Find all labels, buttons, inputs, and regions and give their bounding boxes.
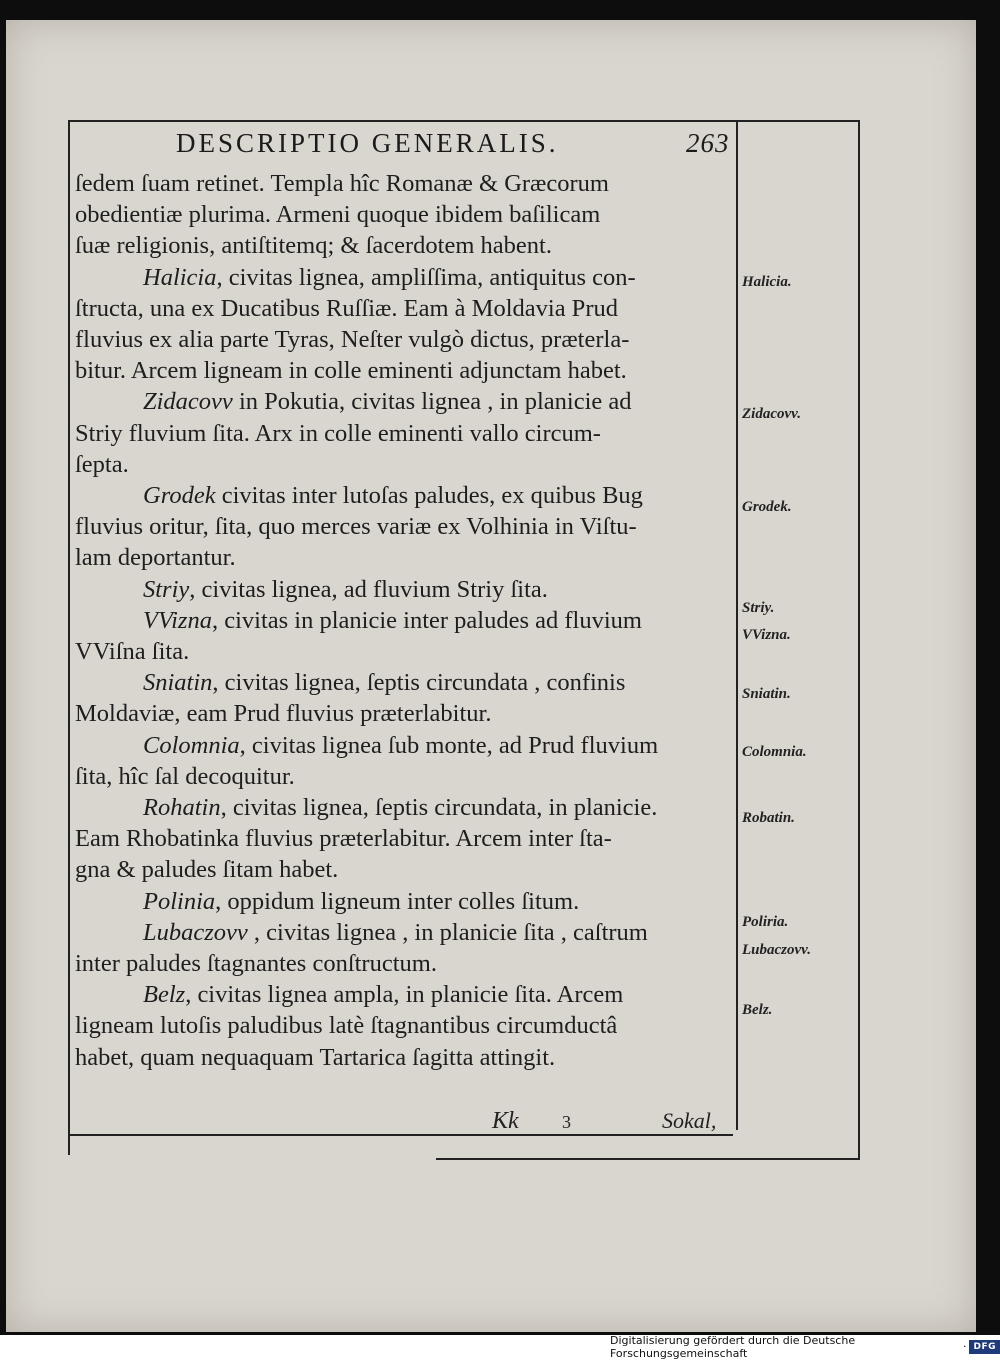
paragraph-intro bbox=[75, 168, 740, 262]
text-line: , civitas lignea, ad fluvium Striy ſita. bbox=[189, 575, 548, 603]
margin-note: Belz. bbox=[742, 1002, 773, 1018]
text-line: , civitas lignea ſub monte, ad Prud fluvium bbox=[239, 731, 659, 759]
entry-belz bbox=[75, 979, 740, 1073]
entry-name: Grodek bbox=[143, 482, 216, 510]
entry-sniatin bbox=[75, 667, 740, 729]
margin-note: Lubaczovv. bbox=[742, 942, 812, 958]
text-line: habet, quam nequaquam Tartarica ſagitta attingit. bbox=[75, 1043, 556, 1071]
text-line: gna & paludes ſitam habet. bbox=[75, 856, 339, 884]
text-line: Eam Rhobatinka fluvius præterlabitur. Arcem inter ſta- bbox=[75, 825, 612, 853]
right-frame-rule bbox=[858, 120, 860, 1160]
entry-rohatin bbox=[75, 792, 740, 886]
text-line: Moldaviæ, eam Prud fluvius præterlabitur. bbox=[75, 700, 492, 728]
dfg-logo-icon: DFG bbox=[969, 1340, 1000, 1354]
header-rule bbox=[68, 120, 858, 122]
text-line: fluvius ex alia parte Tyras, Neſter vulgò dictus, præterla- bbox=[75, 326, 630, 354]
entry-name: Sniatin bbox=[143, 669, 213, 697]
text-line: ſedem ſuam retinet. Templa hîc Romanæ & Græcorum bbox=[75, 170, 609, 197]
footer-rule bbox=[68, 1134, 733, 1136]
text-line: , civitas lignea , in planicie ſita , caſtrum bbox=[247, 918, 648, 946]
text-line: , oppidum ligneum inter colles ſitum. bbox=[215, 887, 580, 915]
text-line: , civitas lignea, ampliſſima, antiquitus con- bbox=[216, 263, 636, 291]
text-line: lam deportantur. bbox=[75, 544, 236, 572]
entry-name: Colomnia bbox=[143, 731, 240, 759]
text-line: obedientiæ plurima. Armeni quoque ibidem baſilicam bbox=[75, 201, 601, 229]
entry-halicia bbox=[75, 262, 740, 387]
margin-note: VVizna. bbox=[742, 627, 791, 643]
entry-vvizna bbox=[75, 605, 740, 667]
body-text bbox=[75, 168, 740, 1073]
header-title: DESCRIPTIO GENERALIS. bbox=[176, 128, 559, 158]
left-frame-rule bbox=[68, 120, 70, 1155]
margin-note: Robatin. bbox=[742, 810, 795, 826]
margin-note: Striy. bbox=[742, 600, 775, 616]
margin-note: Colomnia. bbox=[742, 744, 807, 760]
entry-name: Halicia bbox=[143, 263, 217, 291]
credit-text: Digitalisierung gefördert durch die Deutsche Forschungsgemeinschaft bbox=[610, 1333, 856, 1360]
entry-name: Belz bbox=[143, 981, 186, 1009]
text-line: ſuæ religionis, antiſtitemq; & ſacerdotem habent. bbox=[75, 232, 552, 260]
entry-lubaczovv bbox=[75, 917, 740, 979]
text-line: bitur. Arcem ligneam in colle eminenti adjunctam habet. bbox=[75, 357, 627, 385]
signature-mark: Kk bbox=[492, 1108, 519, 1134]
text-line: civitas inter lutoſas paludes, ex quibus Bug bbox=[215, 482, 643, 510]
text-line: , civitas lignea, ſeptis circundata , confinis bbox=[212, 669, 626, 697]
text-line: fluvius oritur, ſita, quo merces variæ ex Volhinia in Viſtu- bbox=[75, 513, 637, 541]
text-line: inter paludes ſtagnantes conſtructum. bbox=[75, 950, 437, 978]
text-line: ſtructa, una ex Ducatibus Ruſſiæ. Eam à Moldavia Prud bbox=[75, 294, 618, 322]
entry-name: Lubaczovv bbox=[143, 918, 248, 946]
margin-note: Zidacovv. bbox=[742, 406, 801, 422]
text-line: Striy fluvium ſita. Arx in colle eminenti vallo circum- bbox=[75, 419, 601, 447]
entry-name: VVizna bbox=[143, 606, 212, 634]
text-line: in Pokutia, civitas lignea , in planicie ad bbox=[232, 388, 632, 416]
entry-colomnia bbox=[75, 730, 740, 792]
digitization-credit bbox=[610, 1333, 1000, 1360]
entry-polinia bbox=[75, 886, 740, 917]
entry-name: Striy bbox=[143, 575, 190, 603]
text-line: ligneam lutoſis paludibus latè ſtagnantibus circumductâ bbox=[75, 1012, 618, 1040]
bottom-rule bbox=[436, 1158, 860, 1160]
text-line: VViſna ſita. bbox=[75, 638, 190, 666]
text-line: ſepta. bbox=[75, 450, 129, 478]
entry-grodek bbox=[75, 480, 740, 574]
text-line: ſita, hîc ſal decoquitur. bbox=[75, 762, 295, 790]
entry-name: Zidacovv bbox=[143, 388, 233, 416]
margin-note: Sniatin. bbox=[742, 686, 791, 702]
text-line: , civitas lignea, ſeptis circundata, in planicie. bbox=[220, 794, 658, 822]
page-number: 263 bbox=[686, 128, 730, 158]
margin-note: Halicia. bbox=[742, 274, 792, 290]
entry-zidacovv bbox=[75, 386, 740, 480]
text-line: , civitas in planicie inter paludes ad fluvium bbox=[211, 606, 642, 634]
entry-striy bbox=[75, 574, 740, 605]
entry-name: Polinia bbox=[143, 887, 216, 915]
signature-number: 3 bbox=[562, 1112, 571, 1132]
text-line: , civitas lignea ampla, in planicie ſita. Arcem bbox=[185, 981, 624, 1009]
credit-separator: · bbox=[962, 1340, 967, 1353]
margin-note: Grodek. bbox=[742, 499, 792, 515]
entry-name: Rohatin bbox=[143, 794, 221, 822]
catchword: Sokal, bbox=[662, 1108, 717, 1133]
margin-note: Poliria. bbox=[742, 914, 789, 930]
